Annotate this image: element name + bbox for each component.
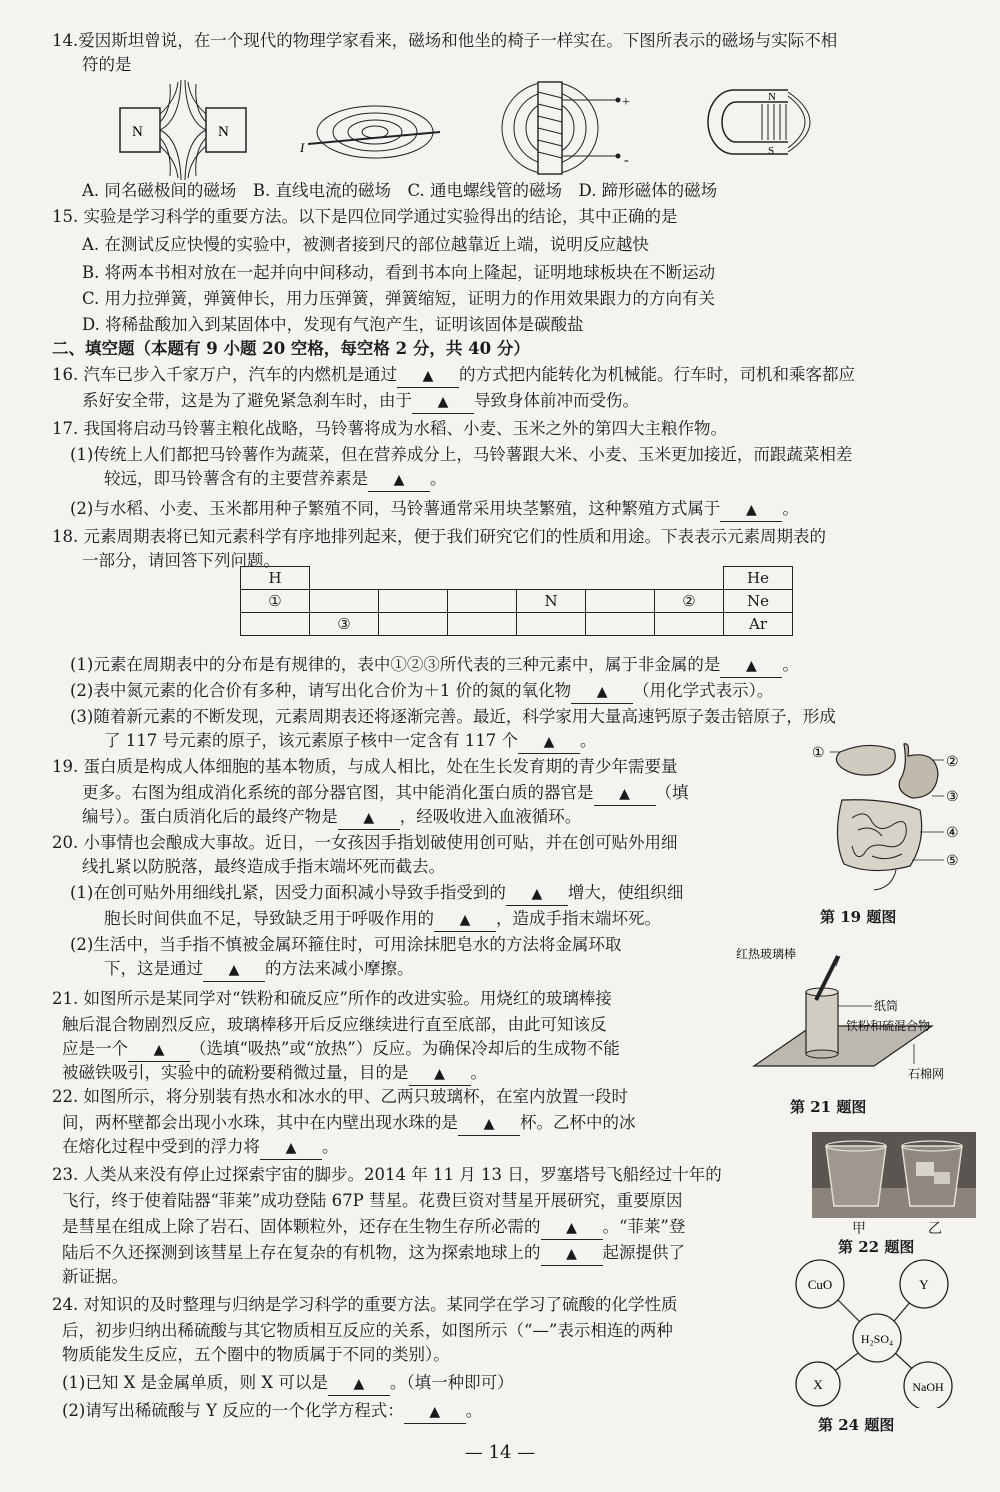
- q14-solenoid-minus: -: [624, 153, 629, 168]
- answer-blank[interactable]: ▲: [368, 468, 430, 492]
- q14-solenoid-plus: +: [622, 95, 630, 110]
- label-cuo: CuO: [807, 1277, 833, 1292]
- q21-line4: 被磁铁吸引，实验中的硫粉要稍微过量，目的是 ▲ 。: [62, 1062, 487, 1086]
- q14-pole-n-right: N: [218, 124, 229, 140]
- answer-blank[interactable]: ▲: [397, 364, 459, 388]
- cell-h: H: [241, 567, 310, 590]
- answer-blank[interactable]: ▲: [720, 654, 782, 678]
- cell-ar: Ar: [724, 613, 793, 636]
- q15-stem: 15. 实验是学习科学的重要方法。以下是四位同学通过实验得出的结论，其中正确的是: [52, 207, 678, 226]
- q19-marker-4: ④: [946, 825, 959, 841]
- q14-current-label: I: [300, 140, 305, 155]
- q15-option-d: D. 将稀盐酸加入到某固体中，发现有气泡产生，证明该固体是碳酸盐: [82, 315, 584, 334]
- q20-line3: (1)在创可贴外用细线扎紧，因受力面积减小导致手指受到的 ▲ 增大，使组织细: [70, 882, 683, 906]
- q18-part3-line1: (3)随着新元素的不断发现，元素周期表还将逐渐完善。最近，科学家用大量高速钙原子轰击锫原子，形成: [70, 707, 836, 726]
- answer-blank[interactable]: ▲: [412, 390, 474, 414]
- answer-blank[interactable]: ▲: [328, 1372, 390, 1396]
- q22-label-jia: 甲: [852, 1221, 866, 1237]
- q24-line3: 物质能发生反应，五个圈中的物质属于不同的类别）。: [62, 1345, 450, 1364]
- answer-blank[interactable]: ▲: [434, 908, 496, 932]
- q14-horseshoe-n: N: [768, 91, 776, 103]
- q14-stem-line1: 14.爱因斯坦曾说，在一个现代的物理学家看来，磁场和他坐的椅子一样实在。下图所表示的磁场与实际不相: [52, 31, 838, 50]
- label-y: Y: [919, 1277, 929, 1292]
- q14-figure-a-like-poles: [118, 80, 248, 180]
- q19-marker-3: ③: [946, 789, 959, 805]
- answer-blank[interactable]: ▲: [409, 1062, 471, 1086]
- q23-line1: 23. 人类从来没有停止过探索宇宙的脚步。2014 年 11 月 13 日，罗塞塔号飞船经过十年的: [52, 1165, 722, 1184]
- cell-3: ③: [310, 613, 379, 636]
- label-x: X: [813, 1377, 823, 1392]
- q24-line2: 后，初步归纳出稀硫酸与其它物质相互反应的关系，如图所示（“—”表示相连的两种: [62, 1321, 673, 1340]
- q20-line5: (2)生活中，当手指不慎被金属环箍住时，可用涂抹肥皂水的方法将金属环取: [70, 935, 622, 954]
- q14-pole-n-left: N: [132, 124, 143, 140]
- cell-ne: Ne: [724, 590, 793, 613]
- q22-label-yi: 乙: [928, 1221, 942, 1237]
- answer-blank[interactable]: ▲: [571, 680, 633, 704]
- q20-line1: 20. 小事情也会酿成大事故。近日，一女孩因手指划破使用创可贴，并在创可贴外用细: [52, 833, 678, 852]
- q16-line1: 16. 汽车已步入千家万户，汽车的内燃机是通过 ▲ 的方式把内能转化为机械能。行车时，司机和乘客都应: [52, 364, 855, 388]
- q22-caption: 第 22 题图: [838, 1238, 915, 1256]
- q19-line3: 编号）。蛋白质消化后的最终产物是 ▲ ，经吸收进入血液循环。: [82, 806, 581, 830]
- cell-n: N: [517, 590, 586, 613]
- q19-marker-5: ⑤: [946, 853, 959, 869]
- q22-line3: 在熔化过程中受到的浮力将 ▲ 。: [62, 1136, 339, 1160]
- q24-figure-reaction-diagram: [790, 1258, 960, 1408]
- q14-options: A. 同名磁极间的磁场 B. 直线电流的磁场 C. 通电螺线管的磁场 D. 蹄形磁体的磁场: [82, 181, 718, 200]
- q24-caption: 第 24 题图: [818, 1416, 895, 1434]
- q17-line4: (2)与水稻、小麦、玉米都用种子繁殖不同，马铃薯通常采用块茎繁殖，这种繁殖方式属于 ▲ 。: [70, 498, 799, 522]
- q24-line1: 24. 对知识的及时整理与归纳是学习科学的重要方法。某同学在学习了硫酸的化学性质: [52, 1295, 678, 1314]
- answer-blank[interactable]: ▲: [404, 1400, 466, 1424]
- q18-part1: (1)元素在周期表中的分布是有规律的，表中①②③所代表的三种元素中，属于非金属的是 ▲ 。: [70, 654, 799, 678]
- q21-figure-apparatus: [734, 944, 964, 1092]
- page-number: — 14 —: [464, 1442, 536, 1463]
- answer-blank[interactable]: ▲: [518, 730, 580, 754]
- q21-label-tube: 纸筒: [874, 999, 899, 1013]
- q18-part3-line2: 了 117 号元素的原子，该元素原子核中一定含有 117 个 ▲ 。: [104, 730, 596, 754]
- q21-caption: 第 21 题图: [790, 1098, 867, 1116]
- q19-caption: 第 19 题图: [820, 908, 897, 926]
- q21-label-mix: 铁粉和硫混合物: [846, 1019, 931, 1033]
- q21-line3: 应是一个 ▲ （选填“吸热”或“放热”）反应。为确保冷却后的生成物不能: [62, 1038, 620, 1062]
- q23-line2: 飞行，终于使着陆器“菲莱”成功登陆 67P 彗星。花费巨资对彗星开展研究，重要原因: [62, 1191, 683, 1210]
- q20-line4: 胞长时间供血不足，导致缺乏用于呼吸作用的 ▲ ，造成手指末端坏死。: [104, 908, 661, 932]
- q15-option-a: A. 在测试反应快慢的实验中，被测者接到尺的部位越靠近上端，说明反应越快: [82, 235, 649, 254]
- q20-line6: 下，这是通过 ▲ 的方法来减小摩擦。: [104, 958, 414, 982]
- cell-he: He: [724, 567, 793, 590]
- answer-blank[interactable]: ▲: [594, 782, 656, 806]
- q17-line1: 17. 我国将启动马铃薯主粮化战略，马铃薯将成为水稻、小麦、玉米之外的第四大主粮作物。: [52, 419, 727, 438]
- q17-line2: (1)传统上人们都把马铃薯作为蔬菜，但在营养成分上，马铃薯跟大米、小麦、玉米更加接近，而跟蔬菜相差: [70, 445, 853, 464]
- q24-part1: (1)已知 X 是金属单质，则 X 可以是 ▲ 。（填一种即可）: [62, 1372, 514, 1396]
- q20-line2: 线扎紧以防脱落，最终造成手指末端坏死而截去。: [82, 857, 445, 876]
- periodic-table-fragment: [240, 566, 793, 636]
- q23-line3: 是彗星在组成上除了岩石、固体颗粒外，还存在生物生存所必需的 ▲ 。“菲莱”登: [62, 1216, 685, 1240]
- q23-line4: 陆后不久还探测到该彗星上存在复杂的有机物，这为探索地球上的 ▲ 起源提供了: [62, 1242, 685, 1266]
- answer-blank[interactable]: ▲: [458, 1112, 520, 1136]
- label-h2so4: H₂SO₄: [860, 1332, 894, 1346]
- answer-blank[interactable]: ▲: [260, 1136, 322, 1160]
- q21-label-rod: 红热玻璃棒: [736, 947, 797, 961]
- section-2-heading: 二、填空题（本题有 9 小题 20 空格，每空格 2 分，共 40 分）: [52, 339, 530, 358]
- q24-part2: (2)请写出稀硫酸与 Y 反应的一个化学方程式： ▲ 。: [62, 1400, 482, 1424]
- q18-line2: 一部分，请回答下列问题。: [82, 551, 280, 570]
- q17-line3: 较远，即马铃薯含有的主要营养素是 ▲ 。: [104, 468, 447, 492]
- q21-label-net: 石棉网: [908, 1067, 945, 1081]
- q14-figure-c-solenoid: [498, 76, 648, 181]
- answer-blank[interactable]: ▲: [720, 498, 782, 522]
- label-naoh: NaOH: [912, 1380, 944, 1394]
- answer-blank[interactable]: ▲: [506, 882, 568, 906]
- q22-line1: 22. 如图所示，将分别装有热水和冰水的甲、乙两只玻璃杯，在室内放置一段时: [52, 1087, 628, 1106]
- q14-horseshoe-s: S: [768, 145, 775, 157]
- q21-line2: 触后混合物剧烈反应，玻璃棒移开后反应继续进行直至底部，由此可知该反: [62, 1015, 607, 1034]
- q19-marker-1: ①: [812, 745, 825, 761]
- answer-blank[interactable]: ▲: [338, 806, 400, 830]
- q22-figure-glasses: [812, 1132, 976, 1218]
- q18-part2: (2)表中氮元素的化合价有多种，请写出化合价为＋1 价的氮的氧化物 ▲ （用化学式表示）。: [70, 680, 773, 704]
- answer-blank[interactable]: ▲: [128, 1038, 190, 1062]
- q14-stem-line2: 符的是: [82, 55, 132, 74]
- q22-line2: 间，两杯壁都会出现小水珠，其中在内壁出现水珠的是 ▲ 杯。乙杯中的冰: [62, 1112, 636, 1136]
- answer-blank[interactable]: ▲: [541, 1216, 603, 1240]
- q18-line1: 18. 元素周期表将已知元素科学有序地排列起来，便于我们研究它们的性质和用途。下表表示元素周期表的: [52, 527, 826, 546]
- q14-figure-b-wire-current: [300, 100, 440, 165]
- cell-1: ①: [241, 590, 310, 613]
- q16-line2: 系好安全带，这是为了避免紧急刹车时，由于 ▲ 导致身体前冲而受伤。: [82, 390, 639, 414]
- q19-figure-digestive-system: [812, 738, 972, 900]
- answer-blank[interactable]: ▲: [203, 958, 265, 982]
- answer-blank[interactable]: ▲: [541, 1242, 603, 1266]
- q19-marker-2: ②: [946, 754, 959, 770]
- q15-option-c: C. 用力拉弹簧，弹簧伸长，用力压弹簧，弹簧缩短，证明力的作用效果跟力的方向有关: [82, 289, 716, 308]
- q14-figure-d-horseshoe: [700, 82, 825, 167]
- q19-line1: 19. 蛋白质是构成人体细胞的基本物质，与成人相比，处在生长发育期的青少年需要量: [52, 757, 678, 776]
- q15-option-b: B. 将两本书相对放在一起并向中间移动，看到书本向上隆起，证明地球板块在不断运动: [82, 263, 716, 282]
- cell-2: ②: [655, 590, 724, 613]
- q19-line2: 更多。右图为组成消化系统的部分器官图，其中能消化蛋白质的器官是 ▲ （填: [82, 782, 689, 806]
- q23-line5: 新证据。: [62, 1267, 128, 1286]
- q21-line1: 21. 如图所示是某同学对“铁粉和硫反应”所作的改进实验。用烧红的玻璃棒接: [52, 989, 612, 1008]
